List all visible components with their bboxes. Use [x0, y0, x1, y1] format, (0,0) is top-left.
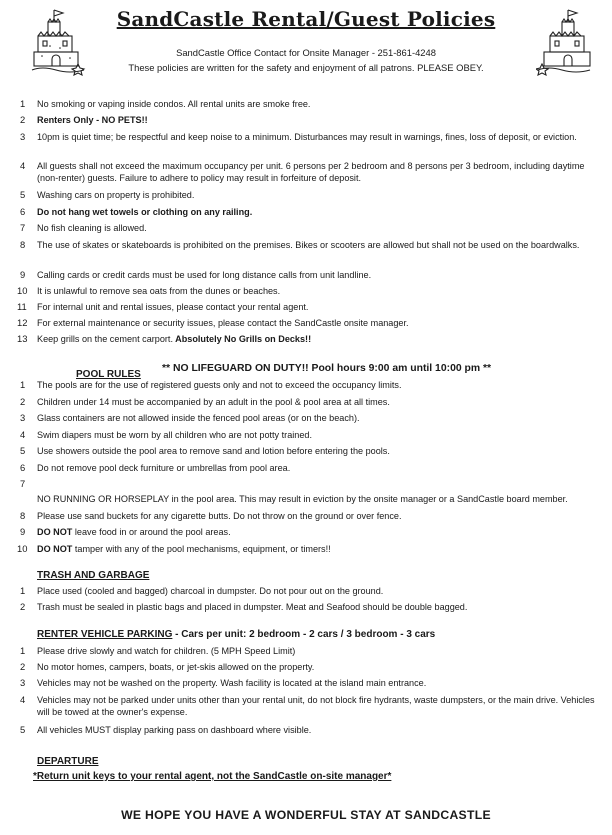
list-item: 3 Vehicles may not be washed on the property. Wash facility is located at the island main entrance.: [20, 677, 427, 688]
list-item: 5 Washing cars on property is prohibited.: [20, 189, 195, 200]
parking-rules-list: [0, 645, 612, 740]
list-item: 1 No smoking or vaping inside condos. All rental units are smoke free.: [20, 98, 311, 109]
list-item: 1 Place used (cooled and bagged) charcoal in dumpster. Do not pour out on the ground.: [20, 585, 384, 596]
list-item: 4 Swim diapers must be worn by all children who are not potty trained.: [20, 429, 312, 440]
parking-heading-suffix: - Cars per unit: 2 bedroom - 2 cars / 3 bedroom - 3 cars: [172, 629, 436, 640]
page-title: SandCastle Rental/Guest Policies: [116, 7, 496, 31]
list-item: 3 10pm is quiet time; be respectful and keep noise to a minimum. Disturbances may result in warnings, fines, loss of deposit, or eviction.: [20, 131, 577, 142]
list-item: 9 DO NOT leave food in or around the pool areas.: [20, 526, 231, 537]
pool-notice: ** NO LIFEGUARD ON DUTY!! Pool hours 9:00 am until 10:00 pm **: [162, 363, 492, 374]
list-item: 7 NO RUNNING OR HORSEPLAY in the pool area. This may result in eviction by the onsite manager or a SandCastle board member.: [20, 478, 568, 504]
list-item: 2 Renters Only - NO PETS!!: [20, 114, 148, 125]
list-item: 1 The pools are for the use of registered guests only and not to exceed the occupancy limits.: [20, 379, 402, 390]
list-item: 11 For internal unit and rental issues, please contact your rental agent.: [17, 301, 309, 312]
list-item: 5 Use showers outside the pool area to remove sand and lotion before entering the pools.: [20, 445, 390, 456]
closing-message: WE HOPE YOU HAVE A WONDERFUL STAY AT SANDCASTLE: [121, 808, 491, 822]
list-item: 12 For external maintenance or security issues, please contact the SandCastle onsite manager.: [17, 317, 409, 328]
pool-rules-list: [0, 379, 612, 559]
departure-note: *Return unit keys to your rental agent, not the SandCastle on-site manager*: [33, 771, 392, 782]
list-item: 6 Do not remove pool deck furniture or umbrellas from pool area.: [20, 462, 291, 473]
list-item: 4 All guests shall not exceed the maximum occupancy per unit. 6 persons per 2 bedroom and 8 persons per 3 bedroom, including daytime (non-renter) guests. Failure to adhere to policy may result in forfeiture of deposit.: [20, 160, 585, 184]
list-item: 5 All vehicles MUST display parking pass on dashboard where visible.: [20, 724, 312, 735]
list-item: 6 Do not hang wet towels or clothing on any railing.: [20, 206, 253, 217]
list-item: 8 Please use sand buckets for any cigarette butts. Do not throw on the ground or over fence.: [20, 510, 402, 521]
departure-heading: DEPARTURE: [37, 756, 99, 767]
list-item: 13 Keep grills on the cement carport. Absolutely No Grills on Decks!!: [17, 333, 312, 344]
trash-heading: TRASH AND GARBAGE: [37, 570, 150, 581]
trash-rules-list: [0, 585, 612, 617]
intro-line: These policies are written for the safety and enjoyment of all patrons. PLEASE OBEY.: [128, 62, 484, 73]
list-item: 10 It is unlawful to remove sea oats from the dunes or beaches.: [17, 285, 281, 296]
list-item: 8 The use of skates or skateboards is prohibited on the premises. Bikes or scooters are allowed but shall not be used on the boardwalks.: [20, 239, 580, 250]
parking-heading-row: [37, 629, 435, 640]
list-item: 7 No fish cleaning is allowed.: [20, 222, 147, 233]
general-rules-list: [0, 98, 612, 349]
pool-rules-heading: POOL RULES: [76, 369, 141, 380]
list-item: 10 DO NOT tamper with any of the pool mechanisms, equipment, or timers!!: [17, 543, 331, 554]
list-item: 9 Calling cards or credit cards must be used for long distance calls from unit landline.: [20, 269, 372, 280]
list-item: 2 Trash must be sealed in plastic bags and placed in dumpster. Meat and Seafood should be double bagged.: [20, 601, 468, 612]
contact-line: SandCastle Office Contact for Onsite Manager - 251-861-4248: [176, 47, 436, 58]
list-item: 2 No motor homes, campers, boats, or jet-skis allowed on the property.: [20, 661, 315, 672]
list-item: 1 Please drive slowly and watch for children. (5 MPH Speed Limit): [20, 645, 296, 656]
list-item: 3 Glass containers are not allowed inside the fenced pool areas (or on the beach).: [20, 412, 360, 423]
list-item: 2 Children under 14 must be accompanied by an adult in the pool & pool area at all times.: [20, 396, 390, 407]
parking-heading: RENTER VEHICLE PARKING: [37, 629, 173, 640]
list-item: 4 Vehicles may not be parked under units other than your rental unit, do not block fire hydrants, waste dumpsters, or the main drive. Vehicles will be towed at the owner's expense.: [20, 694, 595, 718]
